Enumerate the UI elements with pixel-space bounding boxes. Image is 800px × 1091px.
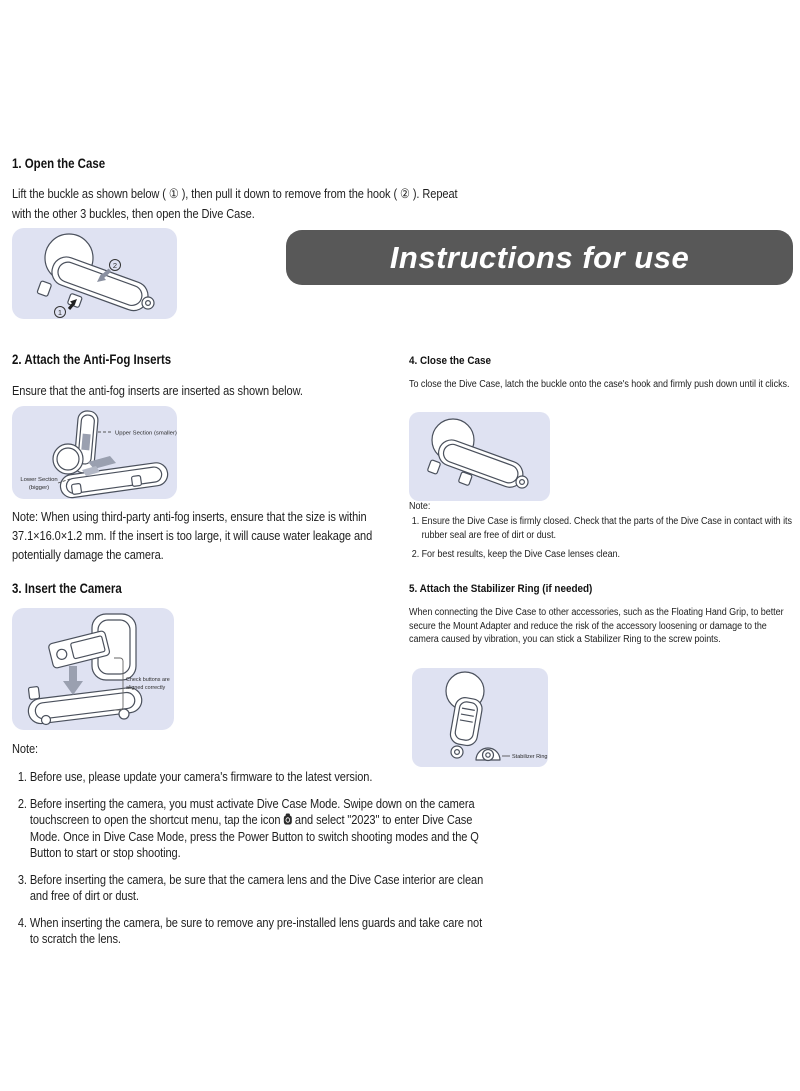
list-item <box>30 915 485 948</box>
callout-1: 1 <box>57 307 63 317</box>
section-2-note: Note: When using third-party anti-fog inserts, ensure that the size is within 37.1×16.0×1.2 mm. If the insert is too large, it will cause water leakage and potentially damage the camera. <box>12 509 373 562</box>
section-4-note-list <box>409 515 800 568</box>
check-buttons-label: Check buttons are <box>126 677 170 683</box>
section-2-title: 2. Attach the Anti-Fog Inserts <box>12 352 172 367</box>
section-3-note-label: Note: <box>12 741 38 756</box>
list-item-text: Before inserting the camera, you must activate Dive Case Mode. Swipe down on the camera touchscreen to open the shortcut menu, tap the icon <box>29 795 475 827</box>
banner-title: Instructions for use <box>389 239 690 275</box>
section-2-body: Ensure that the anti-fog inserts are inserted as shown below. <box>12 383 303 398</box>
section-5-title: 5. Attach the Stabilizer Ring (if needed) <box>409 583 593 595</box>
list-item <box>422 548 800 562</box>
section-1-body: Lift the buckle as shown below ( ① ), then pull it down to remove from the hook ( ② ). Repeat with the other 3 buckles, then open the Dive Case. <box>12 186 458 221</box>
check-buttons-label-2: aligned correctly <box>126 685 166 691</box>
open-case-illustration <box>12 228 177 319</box>
section-5-body: When connecting the Dive Case to other accessories, such as the Floating Hand Grip, to better secure the Mount Adapter and reduce the risk of the accessory loosening or damage to the camera caused by vibration, you can stick a Stabilizer Ring to the screw points. <box>409 607 784 645</box>
anti-fog-illustration <box>12 406 177 499</box>
section-4-body: To close the Dive Case, latch the buckle onto the case's hook and firmly push down until it clicks. <box>409 379 790 390</box>
instructions-banner <box>286 230 793 285</box>
lower-section-label-2: (bigger) <box>28 485 50 491</box>
figure-anti-fog-inserts <box>12 406 177 499</box>
stabilizer-ring-label: Stabilizer Ring <box>512 754 548 760</box>
lower-section-label: Lower Section <box>20 477 58 483</box>
list-item <box>30 769 485 786</box>
section-4-title: 4. Close the Case <box>409 355 491 367</box>
figure-stabilizer-ring <box>412 668 548 767</box>
list-item-text: and select "2023" to enter Dive Case Mode. Once in Dive Case Mode, press the Power Button to switch shooting modes and the Q Button to start or stop shooting. <box>29 812 479 860</box>
stabilizer-ring-illustration <box>412 668 548 767</box>
list-item-text: For best results, keep the Dive Case lenses clean. <box>421 549 620 560</box>
figure-insert-camera <box>12 608 174 730</box>
section-1-title: 1. Open the Case <box>12 156 106 171</box>
section-3-note-list <box>12 769 485 958</box>
insert-camera-illustration <box>12 608 174 730</box>
figure-close-case <box>409 412 550 501</box>
list-item <box>422 515 800 542</box>
list-item-text: Before use, please update your camera's firmware to the latest version. <box>29 769 373 784</box>
close-case-illustration <box>409 412 550 501</box>
list-item <box>30 796 485 862</box>
section-4-note-label: Note: <box>409 501 431 512</box>
callout-2: 2 <box>112 260 118 270</box>
list-item-text: Before inserting the camera, be sure that the camera lens and the Dive Case interior are clean and free of dirt or dust. <box>29 871 484 903</box>
dive-case-mode-icon <box>283 813 292 825</box>
list-item-text: Ensure the Dive Case is firmly closed. Check that the parts of the Dive Case in contact with its rubber seal are free of dirt or dust. <box>421 516 792 541</box>
list-item-text: When inserting the camera, be sure to remove any pre-installed lens guards and take care not to scratch the lens. <box>29 914 483 946</box>
upper-section-label: Upper Section (smaller) <box>115 430 177 437</box>
section-3-title: 3. Insert the Camera <box>12 581 122 596</box>
list-item <box>30 872 485 905</box>
figure-open-case <box>12 228 177 319</box>
